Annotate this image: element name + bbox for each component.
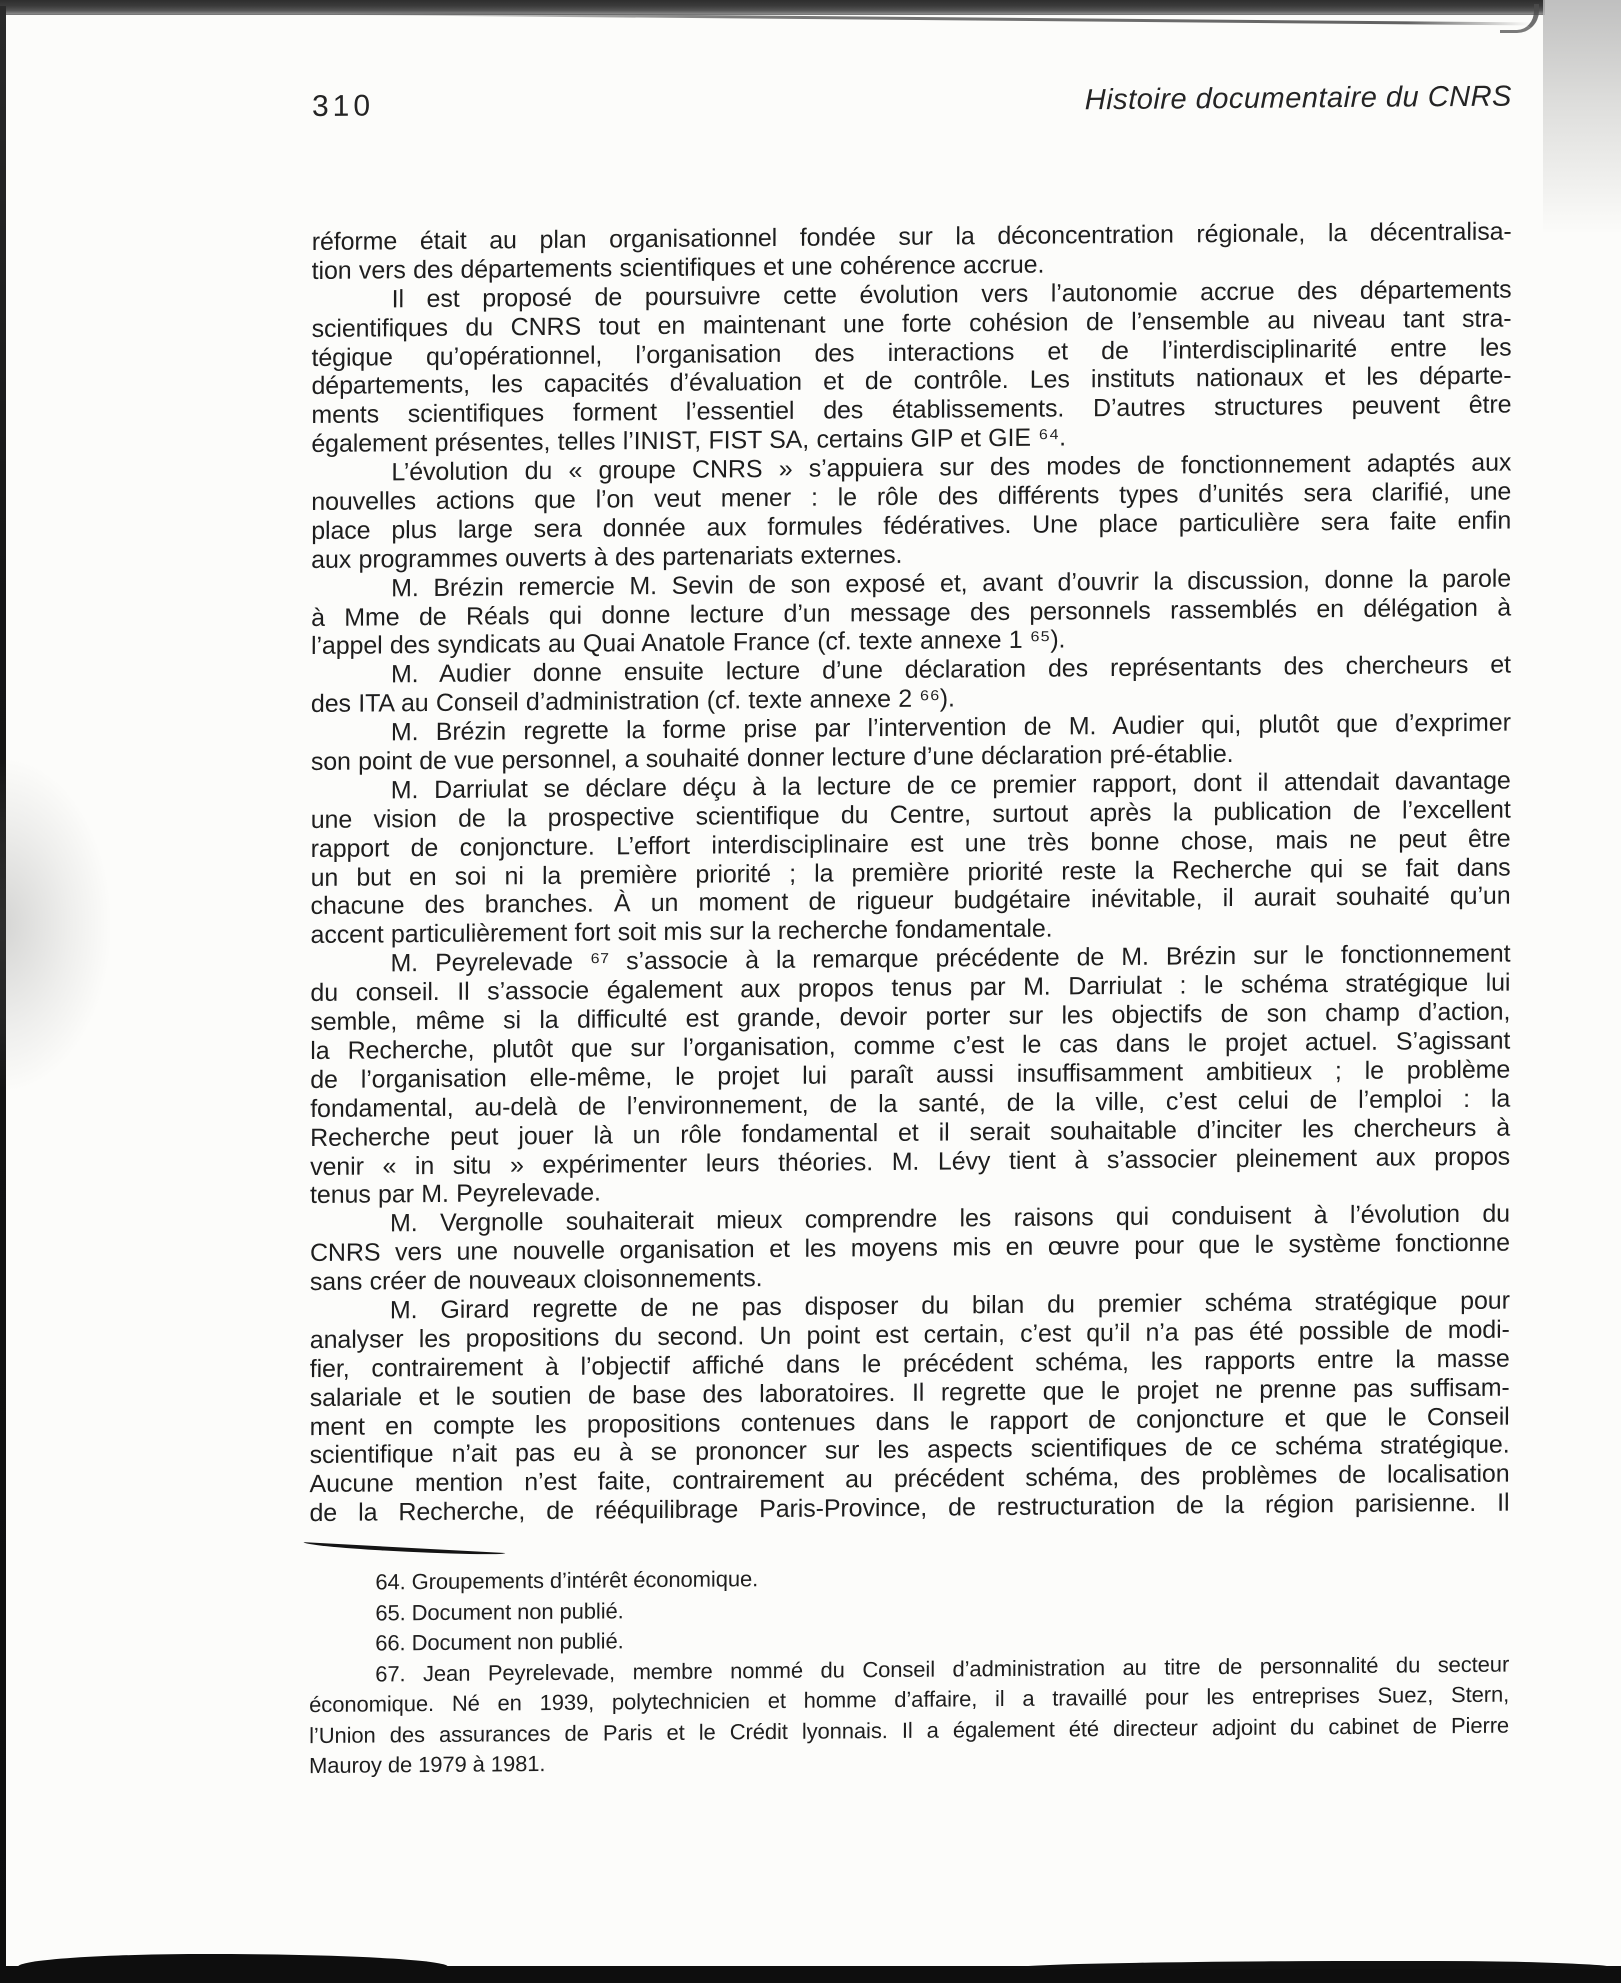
text-line: M. Vergnolle souhaiterait mieux comprendre les raisons qui conduisent à l’évolution du [389, 1199, 1510, 1238]
text-line: salariale et le soutien de base des laboratoires. Il regrette que le projet ne prenne pas suffisam- [309, 1373, 1510, 1412]
text-line: tégique qu’opérationnel, l’organisation des interactions et de l’interdisciplinarité entre les [311, 333, 1512, 372]
text-line: nouvelles actions que l’on veut mener : le rôle des différents types d’unités sera clarifié, une [311, 477, 1512, 517]
text-line: une vision de la prospective scientifique du Centre, surtout après la publication de l’excellent [310, 795, 1511, 834]
paragraph [310, 766, 1510, 950]
paragraph [311, 709, 1511, 777]
text-line: 66. Document non publié. [375, 1628, 624, 1656]
body-text [309, 218, 1511, 1529]
text-line: 67. Jean Peyrelevade, membre nommé du Conseil d’administration au titre de personnalité du secteur [375, 1651, 1510, 1687]
text-line: tion vers des départements scientifiques et une cohérence accrue. [311, 250, 1045, 285]
text-line: venir « in situ » expérimenter leurs théories. M. Lévy tient à s’associer pleinement aux propos [310, 1142, 1511, 1181]
text-line: semble, même si la difficulté est grande, devoir porter sur les objectifs de son champ d’action, [310, 997, 1511, 1037]
scan-artifact-top-edge [0, 0, 1545, 15]
paragraph [309, 1287, 1509, 1529]
text-line: des ITA au Conseil d’administration (cf. texte annexe 2 ⁶⁶). [310, 684, 955, 719]
paragraph [310, 940, 1510, 1211]
text-line: M. Audier donne ensuite lecture d’une déclaration des représentants des chercheurs et [390, 650, 1511, 689]
paragraph [310, 1200, 1510, 1297]
footnote [309, 1649, 1509, 1781]
text-line: de l’organisation elle-même, le projet lui paraît aussi insuffisamment ambitieux ; le problème [310, 1055, 1511, 1094]
scan-artifact-corner-shade [1543, 0, 1621, 235]
text-line: l’appel des syndicats au Quai Anatole France (cf. texte annexe 1 ⁶⁵). [311, 625, 1066, 661]
text-line: place plus large sera donnée aux formules fédératives. Une place particulière sera faite enfin [311, 506, 1512, 545]
text-line: fondamental, au-delà de l’environnement, de la santé, de la ville, c’est celui de l’emploi : la [310, 1084, 1511, 1123]
text-line: Mauroy de 1979 à 1981. [309, 1751, 546, 1779]
text-line: Aucune mention n’est faite, contrairement au précédent schéma, des problèmes de localisation [309, 1459, 1510, 1499]
footnotes [309, 1558, 1509, 1782]
text-line: fier, contrairement à l’objectif affiché dans le précédent schéma, les rapports entre la masse [309, 1344, 1510, 1383]
text-line: rapport de conjoncture. L’effort interdisciplinaire est une très bonne chose, mais ne peut être [310, 824, 1511, 863]
paragraph [311, 275, 1511, 459]
text-line: M. Peyrelevade ⁶⁷ s’associe à la remarque précédente de M. Brézin sur le fonctionnement [390, 939, 1511, 978]
text-line: réforme était au plan organisationnel fondée sur la déconcentration régionale, la décentralisa- [311, 217, 1512, 257]
text-line: du conseil. Il s’associe également aux propos tenus par M. Darriulat : le schéma stratégique lui [310, 968, 1511, 1008]
text-line: 65. Document non publié. [375, 1597, 624, 1626]
scan-artifact-left-smudge [0, 760, 110, 1090]
text-line: l’Union des assurances de Paris et le Crédit lyonnais. Il a également été directeur adjoint du cabinet de Pierre [309, 1712, 1510, 1748]
scan-artifact-bottom-hump [18, 1954, 448, 1970]
page-header [312, 80, 1512, 126]
scan-artifact-top-hook [1500, 4, 1539, 33]
text-line: M. Brézin remercie M. Sevin de son exposé et, avant d’ouvrir la discussion, donne la parole [391, 564, 1512, 603]
sheet-text [309, 80, 1512, 1782]
text-line: ments scientifiques forment l’essentiel des établissements. D’autres structures peuvent être [311, 390, 1512, 430]
paragraph [311, 564, 1511, 661]
scan-artifact-bottom-hump2 [1000, 1961, 1621, 1969]
text-line: économique. Né en 1939, polytechnicien et homme d’affaire, il a travaillé pour les entreprises Suez, Stern, [309, 1681, 1510, 1718]
text-line: Recherche peut jouer là un rôle fondamental et il serait souhaitable d’inciter les chercheurs à [310, 1113, 1511, 1152]
page-number: 310 [311, 89, 375, 124]
text-line: scientifiques du CNRS tout en maintenant une forte cohésion de l’ensemble au niveau tant stra- [311, 304, 1512, 343]
text-line: de la Recherche, de rééquilibrage Paris-Province, de restructuration de la région parisienne. Il [309, 1488, 1510, 1528]
paragraph [311, 651, 1511, 719]
footnote-separator-rule [303, 1542, 505, 1557]
text-line: départements, les capacités d’évaluation et de contrôle. Les instituts nationaux et les départe- [311, 361, 1512, 401]
text-line: Il est proposé de poursuivre cette évolution vers l’autonomie accrue des départements [391, 275, 1512, 314]
text-line: à Mme de Réals qui donne lecture d’un message des personnels rassemblés en délégation à [311, 593, 1512, 632]
text-line: également présentes, telles l’INIST, FIST SA, certains GIP et GIE ⁶⁴. [311, 423, 1067, 459]
text-line: accent particulièrement fort soit mis sur la recherche fondamentale. [310, 914, 1053, 950]
text-line: la Recherche, plutôt que sur l’organisation, comme c’est le cas dans le projet actuel. S’agissant [310, 1026, 1511, 1065]
text-line: tenus par M. Peyrelevade. [310, 1178, 601, 1210]
paragraph [312, 218, 1512, 286]
text-line: son point de vue personnel, a souhaité donner lecture d’une déclaration pré-établie. [310, 740, 1234, 777]
text-line: 64. Groupements d’intérêt économique. [375, 1566, 759, 1595]
text-line: CNRS vers une nouvelle organisation et les moyens mis en œuvre pour que le système fonctionne [309, 1228, 1510, 1268]
text-line: chacune des branches. À un moment de rigueur budgétaire inévitable, il aurait souhaité qu’un [310, 882, 1511, 921]
text-line: M. Darriulat se déclare déçu à la lecture de ce premier rapport, dont il attendait davantage [390, 766, 1511, 805]
paragraph [311, 449, 1511, 575]
text-line: sans créer de nouveaux cloisonnements. [309, 1264, 763, 1297]
text-line: M. Brézin regrette la forme prise par l’intervention de M. Audier qui, plutôt que d’exprimer [390, 708, 1511, 747]
text-line: scientifique n’ait pas eu à se prononcer sur les aspects scientifiques de ce schéma stratégique. [309, 1431, 1510, 1470]
running-title: Histoire documentaire du CNRS [1084, 80, 1512, 117]
text-line: L’évolution du « groupe CNRS » s’appuiera sur des modes de fonctionnement adaptés aux [391, 448, 1512, 487]
text-line: analyser les propositions du second. Un point est certain, c’est qu’il n’a pas été possible de modi- [309, 1315, 1510, 1354]
text-line: ment en compte les propositions contenues dans le rapport de conjoncture et que le Conseil [309, 1402, 1510, 1441]
text-line: un but en soi ni la première priorité ; la première priorité reste la Recherche qui se fait dans [310, 853, 1511, 892]
text-line: M. Girard regrette de ne pas disposer du bilan du premier schéma stratégique pour [389, 1286, 1510, 1325]
text-line: aux programmes ouverts à des partenariats externes. [311, 540, 903, 574]
